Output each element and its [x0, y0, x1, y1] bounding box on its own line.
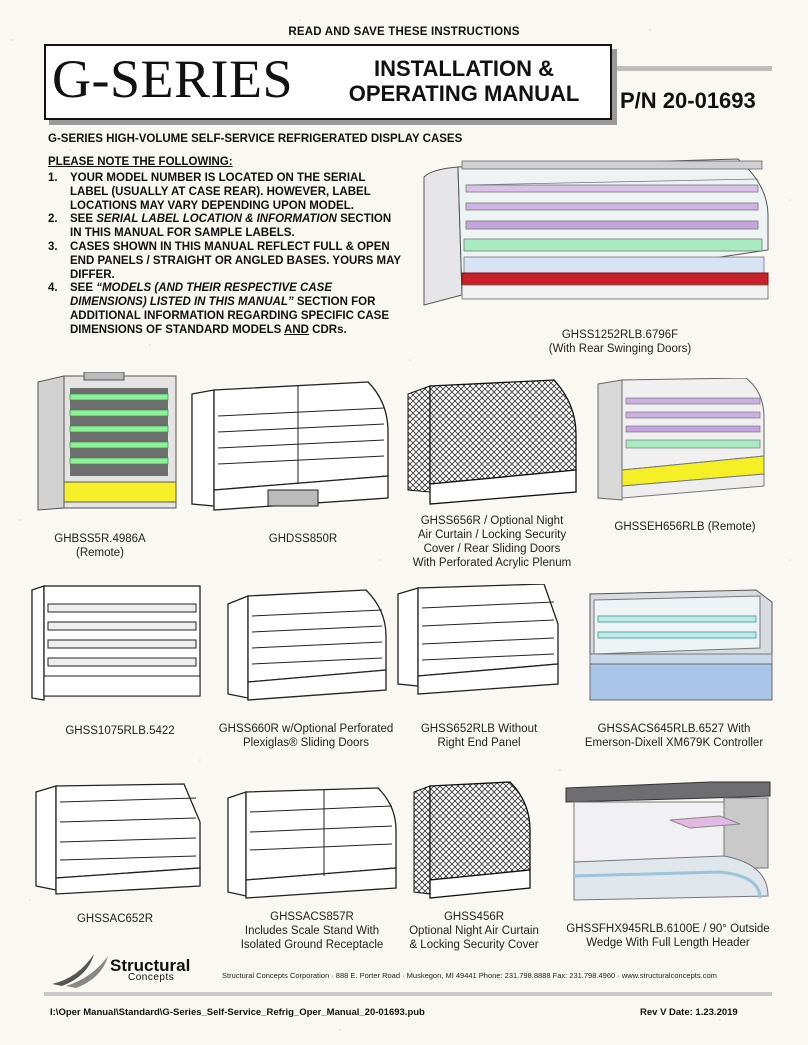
case-ghssacs645-illustration	[580, 588, 776, 710]
caption-line: GHSSFHX945RLB.6100E / 90° Outside	[566, 923, 770, 935]
caption-line: GHSSACS645RLB.6527 With	[597, 723, 751, 735]
caption-line: Emerson-Dixell XM679K Controller	[584, 737, 764, 749]
caption-line: & Locking Security Cover	[409, 939, 539, 951]
caption-ghbss5r	[40, 532, 160, 560]
note-text: YOUR MODEL NUMBER IS LOCATED ON THE SERIAL LABEL (USUALLY AT CASE REAR). HOWEVER, LABEL LOCATIONS MAY VARY DEPENDING UPON MODEL.	[70, 172, 371, 212]
file-path: I:\Oper Manual\Standard\G-Series_Self-Service_Refrig_Oper_Manual_20-01693.pub	[50, 1007, 425, 1018]
case-ghss1075-illustration	[30, 582, 206, 710]
series-title: G-SERIES	[52, 49, 294, 109]
caption-ghss656r	[404, 514, 580, 570]
case-ghbss5r-illustration	[34, 372, 182, 516]
footer-logo-sub: Concepts	[128, 972, 175, 983]
note-number: 2.	[48, 213, 58, 226]
case-ghss1252-illustration	[418, 155, 774, 325]
note-post: SECTION IN THIS MANUAL FOR SAMPLE LABELS.	[70, 213, 392, 240]
subtitle: G-SERIES HIGH-VOLUME SELF-SERVICE REFRIGERATED DISPLAY CASES	[48, 133, 463, 145]
case-ghss456r-illustration	[410, 780, 534, 904]
caption-line: GHSS656R / Optional Night	[420, 515, 564, 527]
top-note: READ AND SAVE THESE INSTRUCTIONS	[288, 26, 520, 38]
caption-ghss1075	[50, 724, 190, 738]
caption-line: GHSS1075RLB.5422	[65, 725, 175, 737]
note-pre: SEE	[70, 213, 97, 226]
note-post: SECTION FOR ADDITIONAL INFORMATION REGARDING SPECIFIC CASE DIMENSIONS OF STANDARD MODELS	[70, 296, 390, 336]
caption-ghss652	[404, 722, 554, 750]
footer-logo-name: Structural	[110, 956, 191, 975]
caption-line: Plexiglas® Sliding Doors	[242, 737, 370, 749]
notes-heading: PLEASE NOTE THE FOLLOWING:	[48, 156, 233, 168]
note-text: CASES SHOWN IN THIS MANUAL REFLECT FULL & OPEN END PANELS / STRAIGHT OR ANGLED BASES. YOURS MAY DIFFER.	[70, 240, 401, 281]
note-item	[48, 213, 403, 241]
footer-rule	[44, 992, 772, 996]
note-post: CDRs.	[308, 323, 347, 336]
caption-ghss1252	[520, 328, 720, 356]
notes-list	[48, 172, 403, 338]
case-ghsseh656-illustration	[596, 378, 768, 508]
caption-line: With Perforated Acrylic Plenum	[412, 557, 572, 569]
note-item	[48, 172, 403, 213]
revision-date: Rev V Date: 1.23.2019	[640, 1007, 738, 1018]
case-ghss660r-illustration	[226, 586, 390, 706]
note-emphasis: “MODELS (AND THEIR RESPECTIVE CASE DIMENSIONS) LISTED IN THIS MANUAL”	[70, 282, 332, 309]
case-ghdss850r-illustration	[188, 372, 394, 516]
caption-ghsseh656	[600, 520, 770, 534]
caption-line: Air Curtain / Locking Security	[417, 529, 567, 541]
note-item	[48, 282, 403, 337]
caption-line: GHSS660R w/Optional Perforated	[218, 723, 394, 735]
caption-ghss660r	[208, 722, 404, 750]
caption-line: GHBSS5R.4986A	[54, 533, 146, 545]
caption-line: Optional Night Air Curtain	[409, 925, 539, 937]
caption-line: Isolated Ground Receptacle	[240, 939, 384, 951]
note-number: 1.	[48, 172, 58, 184]
case-ghssac652r-illustration	[34, 782, 204, 898]
caption-ghdss850r	[248, 532, 358, 546]
caption-line: GHSSACS857R	[270, 911, 354, 923]
caption-line: GHSSAC652R	[76, 913, 154, 925]
case-ghssfhx945-illustration	[560, 776, 776, 908]
note-pre: SEE	[70, 282, 97, 295]
caption-ghss456r	[394, 910, 554, 952]
caption-line: GHSS652RLB Without	[420, 723, 538, 735]
caption-line: Right End Panel	[437, 737, 521, 749]
note-item	[48, 241, 403, 282]
caption-line: Cover / Rear Sliding Doors	[423, 543, 561, 555]
caption-ghssacs645	[576, 722, 772, 750]
caption-ghssac652r	[50, 912, 180, 926]
manual-title-line2: OPERATING MANUAL	[348, 81, 580, 106]
structural-concepts-logo-icon	[48, 950, 112, 990]
note-number: 3.	[48, 240, 58, 253]
caption-line: (With Rear Swinging Doors)	[548, 343, 692, 355]
caption-line: (Remote)	[76, 547, 124, 559]
part-number: P/N 20-01693	[620, 88, 756, 113]
caption-line: GHSS1252RLB.6796F	[561, 329, 679, 341]
case-ghss652-illustration	[394, 584, 566, 704]
manual-title	[330, 56, 598, 106]
footer-contact: Structural Concepts Corporation · 888 E. Porter Road · Muskegon, MI 49441 Phone: 231.798.8888 Fax: 231.798.4960 · www.structuralconcepts.com	[222, 971, 717, 980]
caption-line: Includes Scale Stand With	[244, 925, 380, 937]
caption-ghssfhx945	[556, 922, 780, 950]
note-underline: AND	[284, 323, 309, 336]
caption-line: GHSSEH656RLB (Remote)	[614, 521, 756, 533]
note-number: 4.	[48, 282, 58, 295]
caption-line: GHDSS850R	[268, 533, 338, 545]
caption-line: Wedge With Full Length Header	[586, 937, 750, 949]
case-ghss656r-illustration	[404, 374, 580, 508]
caption-ghssacs857r	[222, 910, 402, 952]
note-emphasis: SERIAL LABEL LOCATION & INFORMATION	[96, 213, 337, 226]
caption-line: GHSS456R	[443, 911, 505, 923]
manual-title-line1: INSTALLATION &	[373, 56, 555, 81]
case-ghssacs857r-illustration	[224, 784, 400, 904]
